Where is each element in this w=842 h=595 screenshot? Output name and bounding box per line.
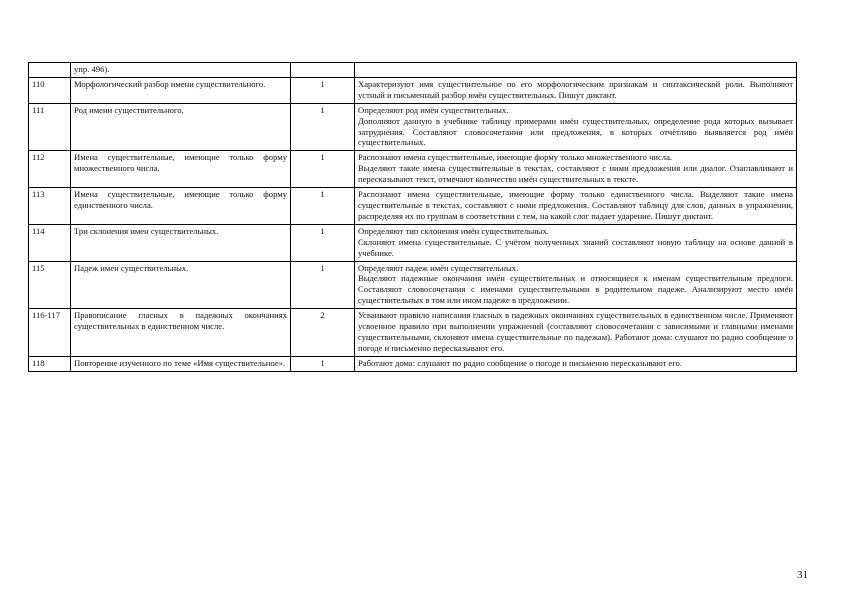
table-row (29, 151, 797, 188)
lesson-number (29, 63, 71, 78)
lesson-number: 113 (29, 188, 71, 225)
lesson-number: 115 (29, 261, 71, 309)
lesson-hours: 1 (291, 224, 355, 261)
lesson-topic: Три склонения имен существительных. (71, 224, 291, 261)
activity-text: Выделяют такие имена существительные в текстах, составляют с ними предложения или диалог. Озаглавливают и пересказывают текст, отмечают количество имён существительных в тексте. (358, 163, 793, 185)
student-activities (355, 224, 797, 261)
student-activities (355, 188, 797, 225)
lesson-topic: Имена существительные, имеющие только форму единственного числа. (71, 188, 291, 225)
lesson-hours: 1 (291, 151, 355, 188)
activity-text: Определяют тип склонения имён существительных. (358, 225, 549, 236)
lesson-number: 118 (29, 356, 71, 371)
table-row (29, 103, 797, 151)
table-row (29, 309, 797, 357)
table-row (29, 356, 797, 371)
student-activities (355, 77, 797, 103)
activity-text: Склоняют имена существительные. С учётом полученных знаний составляют новую таблицу на основе данной в учебнике. (358, 236, 793, 258)
lesson-hours: 1 (291, 77, 355, 103)
activity-text: Распознают имена существительные, имеющие форму только множественного числа. (358, 152, 673, 163)
student-activities (355, 151, 797, 188)
table-row (29, 261, 797, 309)
activity-text: Определяют род имён существительных. (358, 104, 509, 115)
table-row (29, 63, 797, 78)
lesson-topic: Имена существительные, имеющие только форму множественного числа. (71, 151, 291, 188)
lesson-hours: 1 (291, 261, 355, 309)
activity-text: Характеризуют имя существительное по его морфологическим признакам и синтаксической роли. Выполняют устный и письменный разбор имён существительных. Пишут диктант. (358, 78, 793, 100)
lesson-number: 112 (29, 151, 71, 188)
table-row (29, 188, 797, 225)
activity-text: Усваивают правило написания гласных в падежных окончаниях существительных в единственном числе. Применяют усвоенное правило при выполнении упражнений (составляют словосочетания с зависимыми и главными именами существительными, склоняют имена существительные по падежам). Работают дома: слушают по радио сообщение о погоде и письменно пересказывают его. (358, 310, 793, 353)
lesson-number: 116-117 (29, 309, 71, 357)
lesson-topic: Правописание гласных в падежных окончаниях существительных в единственном числе. (71, 309, 291, 357)
lesson-hours (291, 63, 355, 78)
activity-text: Выделяют падежные окончания имён существительных и относящиеся к именам существительным предлоги. Составляют словосочетания с именами существительными в родительном падеже. Анализируют место имён существительных в том или ином падеже в предложении. (358, 273, 793, 306)
lesson-hours: 1 (291, 103, 355, 151)
lesson-topic: Повторение изученного по теме «Имя существительное». (71, 356, 291, 371)
lesson-number: 111 (29, 103, 71, 151)
lesson-hours: 1 (291, 188, 355, 225)
lesson-number: 114 (29, 224, 71, 261)
activity-text: Дополняют данную в учебнике таблицу примерами имён существительных, определение рода которых вызывает затруднения. Составляют словосочетания или предложения, в которых отчётливо выявляется род имён существительных. (358, 115, 793, 148)
lesson-topic: Падеж имен существительных. (71, 261, 291, 309)
curriculum-table-body (29, 63, 797, 372)
lesson-hours: 1 (291, 356, 355, 371)
student-activities (355, 309, 797, 357)
activity-text: Распознают имена существительные, имеющие форму только единственного числа. Выделяют такие имена существительные в текстах, составляют с ними предложения. Составляют таблицу для слов, данных в упражнении, распределяя их по группам в соответствии с тем, на какой слог падает ударение. Пишут диктант. (358, 189, 793, 221)
activity-text: Работают дома: слушают по радио сообщение о погоде и письменно пересказывают его. (358, 357, 682, 368)
student-activities (355, 63, 797, 78)
page-number: 31 (797, 569, 808, 581)
lesson-topic: Морфологический разбор имени существительного. (71, 77, 291, 103)
lesson-topic: упр. 496). (71, 63, 291, 78)
activity-text: Определяют падеж имён существительных. (358, 262, 519, 273)
lesson-number: 110 (29, 77, 71, 103)
student-activities (355, 261, 797, 309)
table-row (29, 224, 797, 261)
student-activities (355, 356, 797, 371)
table-row (29, 77, 797, 103)
lesson-hours: 2 (291, 309, 355, 357)
student-activities (355, 103, 797, 151)
lesson-topic: Род имени существительного. (71, 103, 291, 151)
curriculum-table (28, 62, 797, 372)
